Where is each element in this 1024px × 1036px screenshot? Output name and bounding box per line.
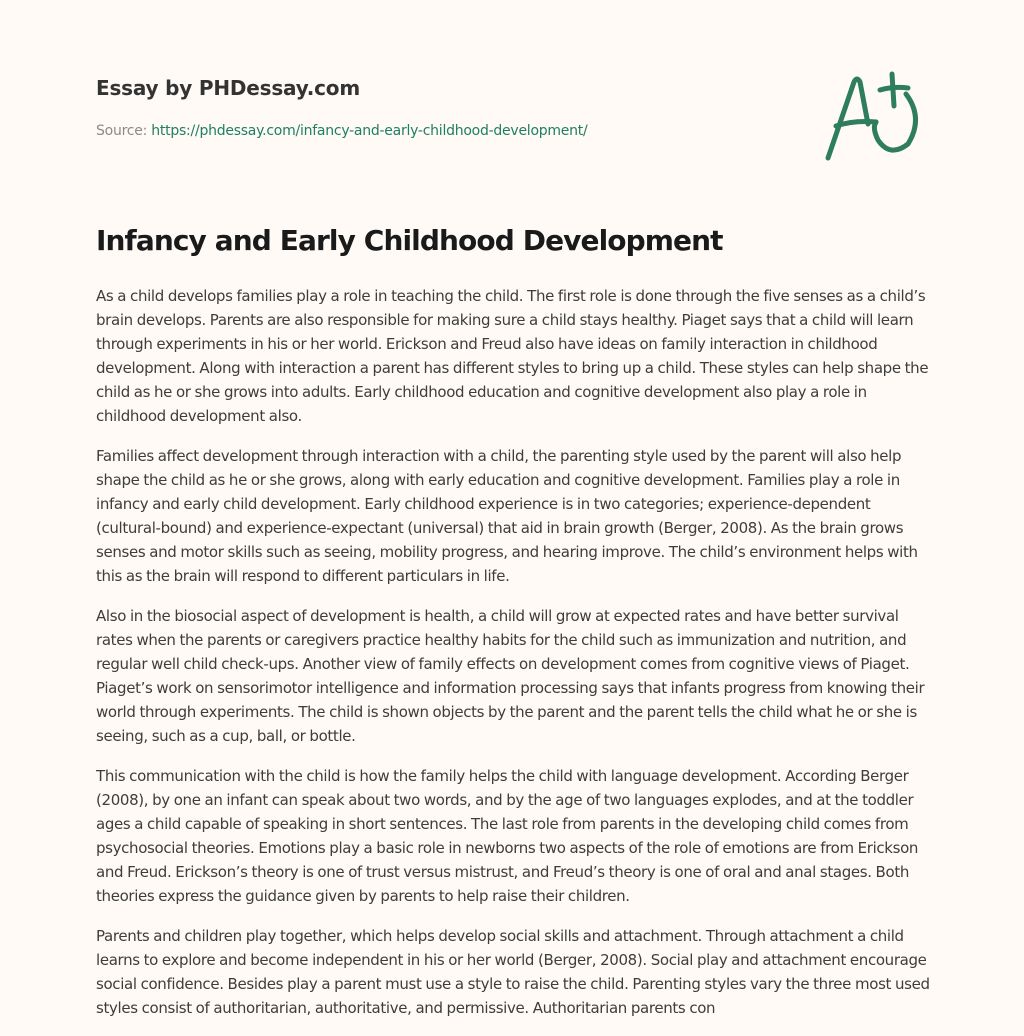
essay-title: Infancy and Early Childhood Development xyxy=(96,224,723,257)
site-title: Essay by PHDessay.com xyxy=(96,76,360,100)
source-line xyxy=(96,123,587,139)
source-label: Source: xyxy=(96,123,148,139)
essay-paragraph: Families affect development through interaction with a child, the parenting style used by the parent will also help shape the child as he or she grows, along with early education and cognitive development. Families play a role in infancy and early child development. Early childhood experience is in two categories; experience-dependent (cultural-bound) and experience-expectant (universal) that aid in brain growth (Berger, 2008). As the brain grows senses and motor skills such as seeing, mobility progress, and hearing improve. The child’s environment helps with this as the brain will respond to different particulars in life. xyxy=(96,447,918,585)
essay-paragraph: As a child develops families play a role in teaching the child. The first role is done through the five senses as a child’s brain develops. Parents are also responsible for making sure a child stays healthy. Piaget says that a child will learn through experiments in his or her world. Erickson and Freud also have ideas on family interaction in childhood development. Along with interaction a parent has different styles to bring up a child. These styles can help shape the child as he or she grows into adults. Early childhood education and cognitive development also play a role in childhood development also. xyxy=(96,287,929,425)
essay-paragraph: Also in the biosocial aspect of development is health, a child will grow at expected rates and have better survival rates when the parents or caregivers practice healthy habits for the child such as immunization and nutrition, and regular well child check-ups. Another view of family effects on development comes from cognitive views of Piaget. Piaget’s work on sensorimotor intelligence and information processing says that infants progress from knowing their world through experiments. The child is shown objects by the parent and the parent tells the child what he or she is seeing, such as a cup, ball, or bottle. xyxy=(96,607,925,745)
a-plus-grade-icon xyxy=(824,66,928,166)
essay-paragraph: Parents and children play together, which helps develop social skills and attachment. Through attachment a child learns to explore and become independent in his or her world (Berger, 2008). Social play and attachment encourage social confidence. Besides play a parent must use a style to raise the child. Parenting styles vary the three most used styles consist of authoritarian, authoritative, and permissive. Authoritarian parents con xyxy=(96,927,930,1017)
essay-page xyxy=(96,0,936,1017)
source-link[interactable]: https://phdessay.com/infancy-and-early-childhood-development/ xyxy=(151,123,588,139)
essay-paragraph: This communication with the child is how the family helps the child with language development. According Berger (2008), by one an infant can speak about two words, and by the age of two languages explodes, and at the toddler ages a child capable of speaking in short sentences. The last role from parents in the developing child comes from psychosocial theories. Emotions play a basic role in newborns two aspects of the role of emotions are from Erickson and Freud. Erickson’s theory is one of trust versus mistrust, and Freud’s theory is one of oral and anal stages. Both theories express the guidance given by parents to help raise their children. xyxy=(96,767,919,905)
essay-body xyxy=(96,284,936,1036)
site-header xyxy=(96,0,936,200)
